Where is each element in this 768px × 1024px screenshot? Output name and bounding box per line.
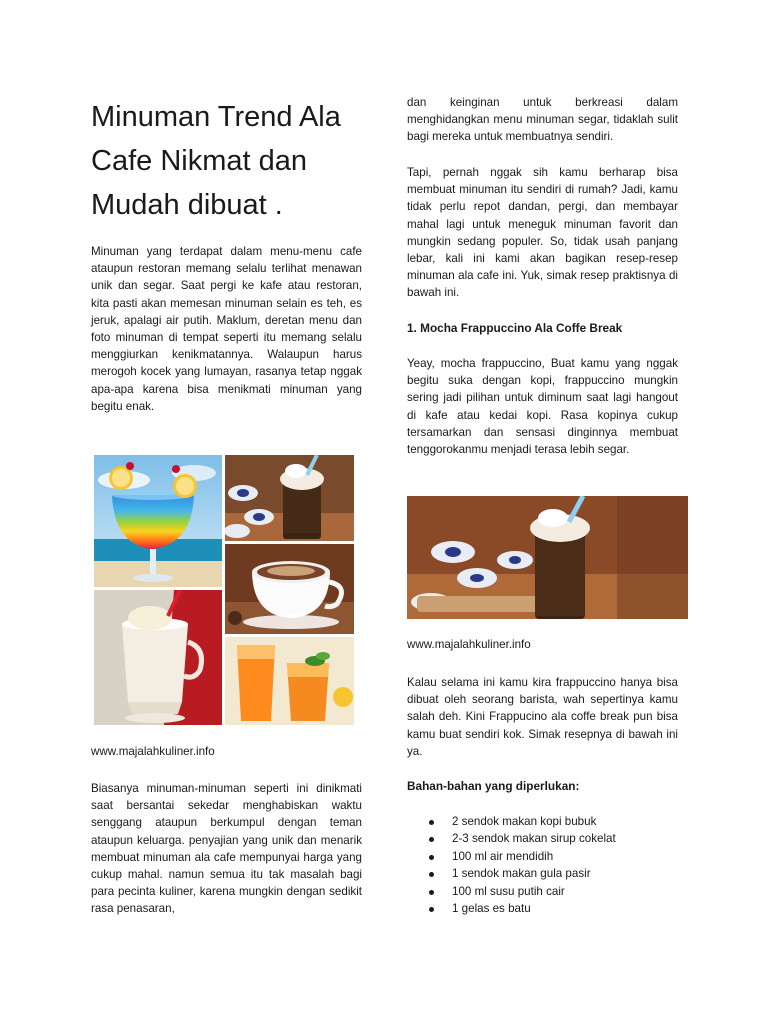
ingredients-heading: Bahan-bahan yang diperlukan: [407, 779, 580, 793]
mocha-frappuccino-photo [407, 496, 688, 619]
right-paragraph-2: Tapi, pernah nggak sih kamu berharap bisa membuat minuman itu sendiri di rumah? Jadi, kamu tidak perlu repot dandan, pergi, dan membayar mahal lagi untuk meneguk minuman favorit dan mungkin sedang populer. So, tidak usah panjang lebar, kali ini kami akan bagikan resep-resep minuman ala cafe ini. Yuk, simak resep praktisnya di bawah ini. [407, 166, 678, 300]
left-bottom-paragraph: Biasanya minuman-minuman seperti ini dinikmati saat bersantai sekedar menghabiskan waktu senggang ataupun berkumpul dengan teman ataupun keluarga. penyajian yang unik dan menarik membuat minuman ala cafe mempunyai harga yang cukup mahal. namun semua itu tak masalah bagi para pecinta kuliner, karena mungkin dengan sedikit rasa penasaran, [91, 782, 362, 916]
hot-chocolate-photo [225, 544, 354, 634]
list-item: 100 ml susu putih cair [407, 883, 616, 900]
intro-paragraph: Minuman yang terdapat dalam menu-menu cafe ataupun restoran memang selalu terlihat menawan unik dan segar. Saat pergi ke kafe atau restoran, kita pasti akan memesan minuman selain es teh, es jeruk, apalagi air putih. Maklum, deretan menu dan foto minuman di tempat seperti itu memang selalu menggiurkan kenikmatannya. Walaupun harus merogoh kocek yang lumayan, rasanya tetap nggak apa-apa karena bisa menikmati minuman yang begitu enak. [91, 245, 362, 413]
right-paragraph-3: Yeay, mocha frappuccino, Buat kamu yang nggak begitu suka dengan kopi, frappuccino mungkin sering jadi pilihan untuk diminum saat lagi hangout di kafe atau kedai kopi. Rasa kopinya cukup tersamarkan dan sensasi dinginnya membuat tenggorokanmu menjadi terasa lebih segar. [407, 357, 678, 457]
iced-coffee-photo [225, 455, 354, 541]
list-item: 100 ml air mendidih [407, 848, 616, 865]
drinks-photo-collage [94, 455, 354, 725]
cocktail-photo [94, 455, 222, 587]
list-item: 1 gelas es batu [407, 900, 616, 917]
list-item: 1 sendok makan gula pasir [407, 865, 616, 882]
article-title: Minuman Trend Ala Cafe Nikmat dan Mudah dibuat . [91, 101, 341, 221]
list-item: 2 sendok makan kopi bubuk [407, 813, 616, 830]
ingredients-list [407, 813, 616, 917]
list-item: 2-3 sendok makan sirup cokelat [407, 830, 616, 847]
photo-credit: www.majalahkuliner.info [91, 745, 215, 758]
right-paragraph-4: Kalau selama ini kamu kira frappuccino hanya bisa dibuat oleh seorang barista, wah sepertinya kamu salah deh. Kini Frappucino ala coffe break pun bisa kamu buat sendiri kok. Simak resepnya di bawah ini ya. [407, 676, 678, 758]
iced-tea-photo [225, 637, 354, 725]
right-top-paragraph: dan keinginan untuk berkreasi dalam menghidangkan menu minuman segar, tidaklah sulit bagi mereka untuk membuatnya sendiri. [407, 96, 678, 144]
section-heading: 1. Mocha Frappuccino Ala Coffe Break [407, 321, 623, 335]
photo-credit-2: www.majalahkuliner.info [407, 638, 531, 651]
milkshake-photo [94, 590, 222, 725]
